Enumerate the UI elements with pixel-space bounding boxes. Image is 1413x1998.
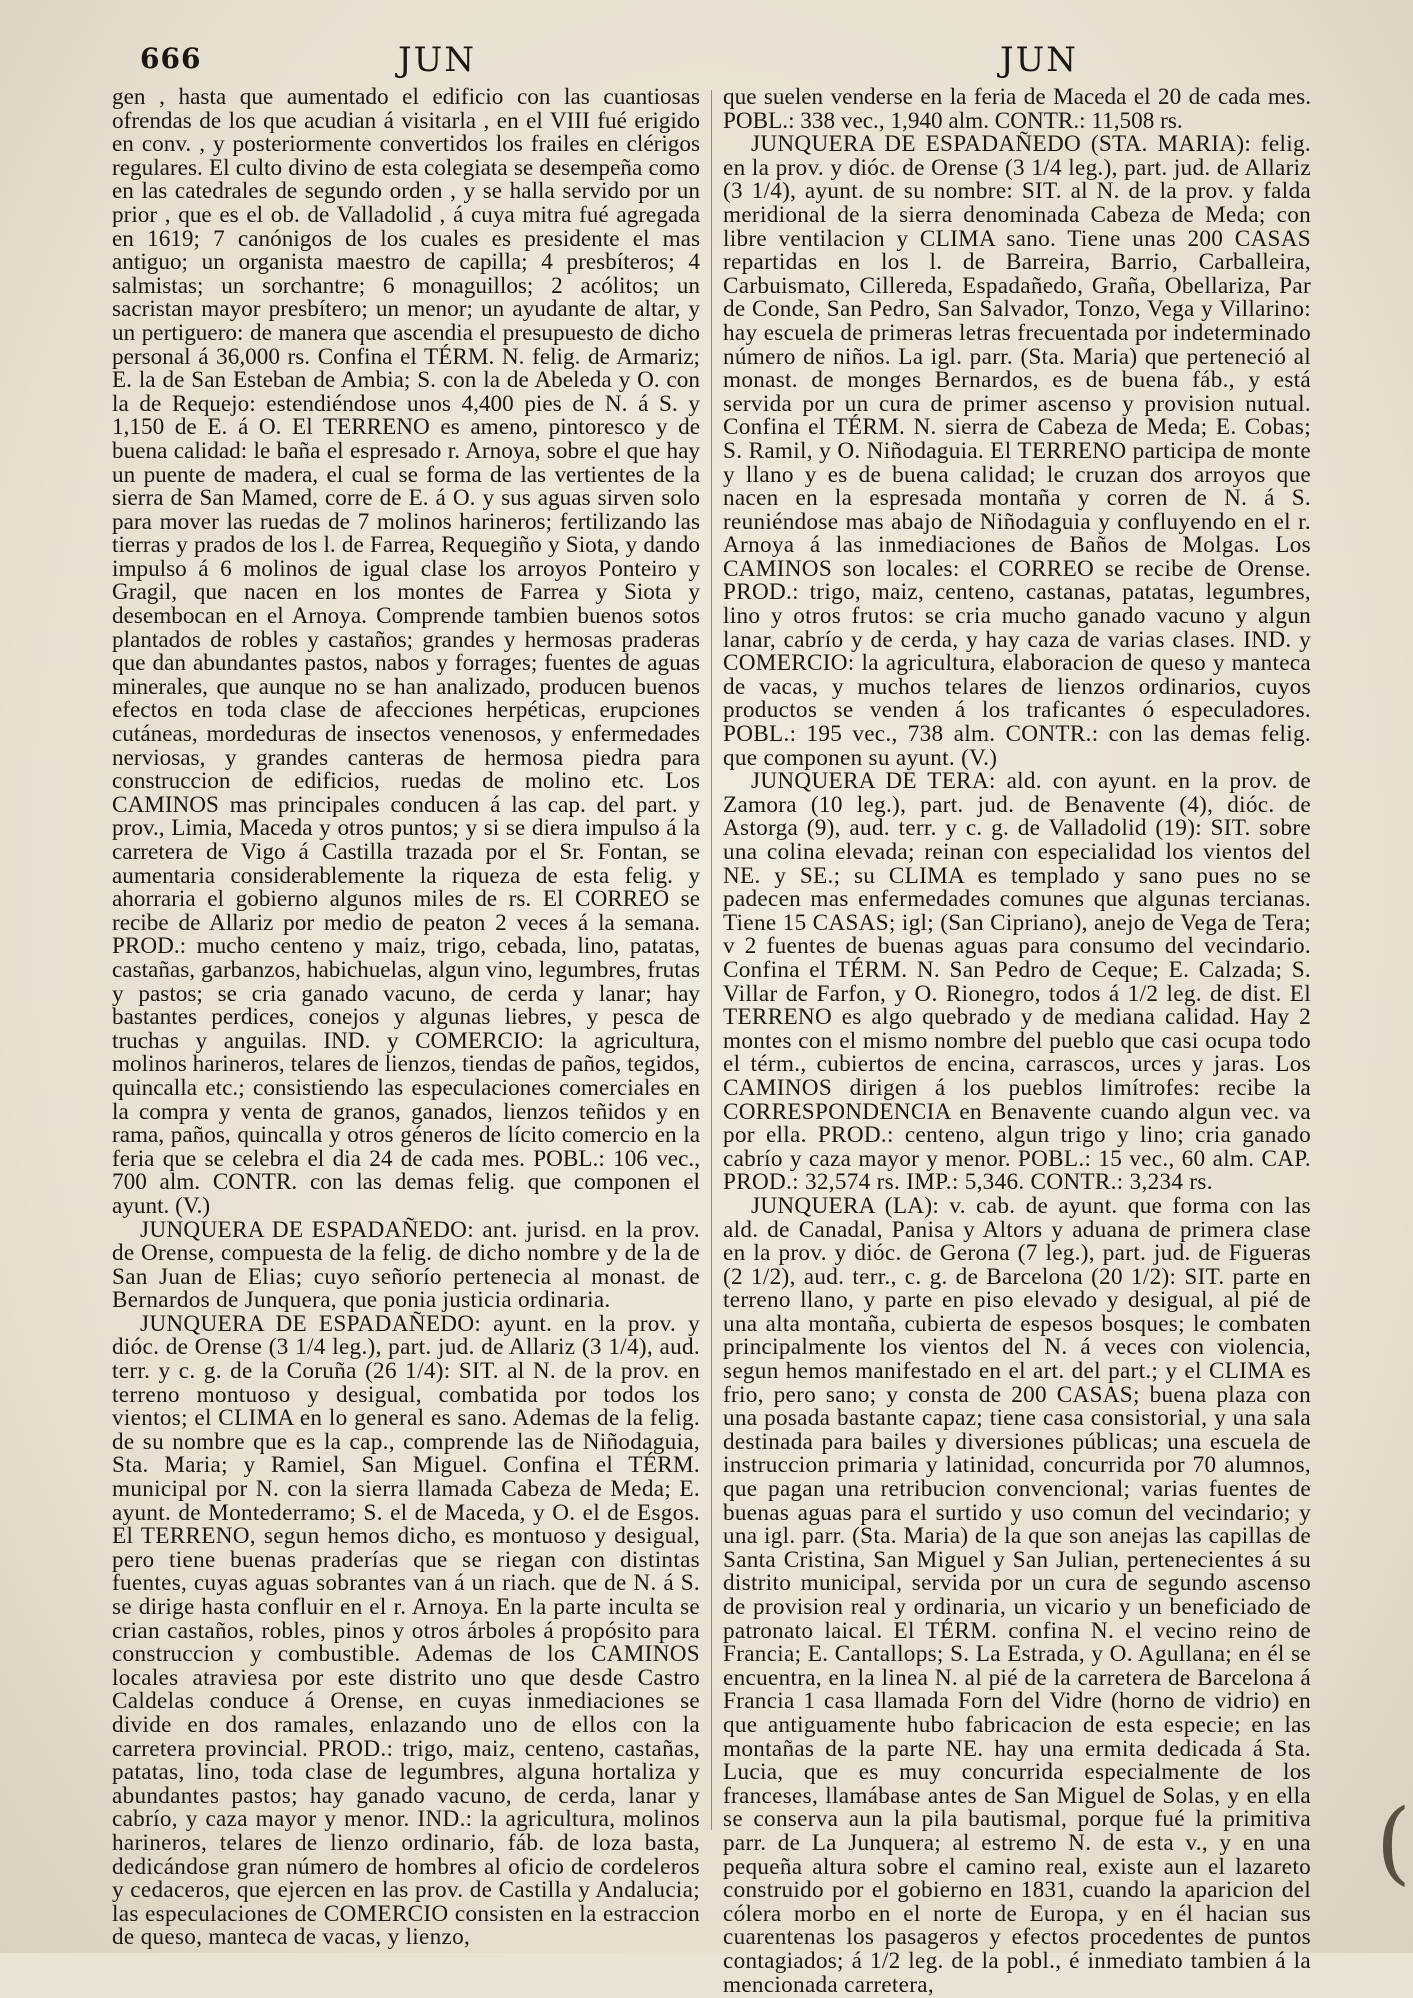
left-column bbox=[112, 84, 700, 1951]
paragraph: gen , hasta que aumentado el edificio con las cuantiosas ofrendas de los que acudian á visitarla , en el VIII fué erigido en conv. , y posteriormente convertidos los frailes en clérigos regulares. El culto divino de esta colegiata se desempeña como en las catedrales de segundo orden , y se halla servido por un prior , que es el ob. de Valladolid , á cuya mitra fué agregada en 1619; 7 canónigos de los cuales es presidente el mas antiguo; un organista maestro de capilla; 4 presbíteros; 4 salmistas; un sorchantre; 6 monaguillos; 2 acólitos; un sacristan mayor presbítero; un menor; un ayudante de altar, y un pertiguero: de manera que ascendia el presupuesto de dicho personal á 36,000 rs. Confina el TÉRM. N. felig. de Armariz; E. la de San Esteban de Ambia; S. con la de Abeleda y O. con la de Requejo: estendiéndose unos 4,400 pies de N. á S. y 1,150 de E. á O. El TERRENO es ameno, pintoresco y de buena calidad: le baña el espresado r. Arnoya, sobre el que hay un puente de madera, el cual se forma de las vertientes de la sierra de San Mamed, corre de E. á O. y sus aguas sirven solo para mover las ruedas de 7 molinos harineros; fertilizando las tierras y prados de los l. de Farrea, Requegiño y Siota, y dando impulso á 6 molinos de igual clase los arroyos Ponteiro y Gragil, que nacen en los montes de Farrea y Siota y desembocan en el Arnoya. Comprende tambien buenos sotos plantados de robles y castaños; grandes y hermosas praderas que dan abundantes pastos, nabos y forrages; fuentes de aguas minerales, que aunque no se han analizado, producen buenos efectos en toda clase de afecciones herpéticas, erupciones cutáneas, mordeduras de insectos venenosos, y enfermedades nerviosas, y grandes canteras de hermosa piedra para construccion de edificios, ruedas de molino etc. Los CAMINOS mas principales conducen á las cap. del part. y prov., Limia, Maceda y otros puntos; y si se diera impulso á la carretera de Vigo á Castilla trazada por el Sr. Fontan, se aumentaria considerablemente la riqueza de esta felig. y ahorraria el gobierno algunos miles de rs. El CORREO se recibe de Allariz por medio de peaton 2 veces á la semana. PROD.: mucho centeno y maiz, trigo, cebada, lino, patatas, castañas, garbanzos, habichuelas, algun vino, legumbres, frutas y pastos; se cria ganado vacuno, de cerda y lanar; hay bastantes perdices, conejos y algunas liebres, y pesca de truchas y anguilas. IND. y COMERCIO: la agricultura, molinos harineros, telares de lienzos, tiendas de paños, tegidos, quincalla etc.; consistiendo las especulaciones comerciales en la compra y venta de granos, ganados, lienzos teñidos y en rama, paños, quincalla y otros géneros de lícito comercio en la feria que se celebra el dia 24 de cada mes. POBL.: 106 vec., 700 alm. CONTR. con las demas felig. que componen el ayunt. (V.) bbox=[112, 84, 700, 1219]
entry-paragraph: JUNQUERA DE ESPADAÑEDO: ant. jurisd. en la prov. de Orense, compuesta de la felig. de dicho nombre y de la de San Juan de Elias; cuyo señorío pertenecia al monast. de Bernardos de Junquera, que ponia justicia ordinaria. bbox=[112, 1216, 700, 1314]
running-header-right: JUN bbox=[1000, 40, 1079, 80]
paragraph: que suelen venderse en la feria de Maceda el 20 de cada mes. POBL.: 338 vec., 1,940 alm. CONTR.: 11,508 rs. bbox=[723, 84, 1311, 134]
entry-paragraph: JUNQUERA DE ESPADAÑEDO (STA. MARIA): felig. en la prov. y dióc. de Orense (3 1/4 leg.), part. jud. de Allariz (3 1/4), ayunt. de su nombre: SIT. al N. de la prov. y falda meridional de la sierra denominada Cabeza de Meda; con libre ventilacion y CLIMA sano. Tiene unas 200 CASAS repartidas en los l. de Barreira, Barrio, Carballeira, Carbuismato, Cillereda, Espadañedo, Graña, Obellariza, Par de Conde, San Pedro, San Salvador, Tonzo, Vega y Villarino: hay escuela de primeras letras frecuentada por indeterminado número de niños. La igl. parr. (Sta. Maria) que perteneció al monast. de monges Bernardos, es de buena fáb., y está servida por un cura de primer ascenso y provision nutual. Confina el TÉRM. N. sierra de Cabeza de Meda; E. Cobas; S. Ramil, y O. Niñodaguia. El TERRENO participa de monte y llano y es de buena calidad; le cruzan dos arroyos que nacen en la espresada montaña y corren de N. á S. reuniéndose mas abajo de Niñodaguia y confluyendo en el r. Arnoya á las inmediaciones de Baños de Molgas. Los CAMINOS son locales: el CORREO se recibe de Orense. PROD.: trigo, maiz, centeno, castanas, patatas, legumbres, lino y otros frutos: se cria mucho ganado vacuno y algun lanar, cabrío y de cerda, y hay caza de varias clases. IND. y COMERCIO: la agricultura, elaboracion de queso y manteca de vacas, y muchos telares de lienzos ordinarios, cuyos productos se venden á los traficantes ó especuladores. POBL.: 195 vec., 738 alm. CONTR.: con las demas felig. que componen su ayunt. (V.) bbox=[723, 131, 1311, 771]
entry-paragraph: JUNQUERA (LA): v. cab. de ayunt. que forma con las ald. de Canadal, Panisa y Altors y aduana de primera clase en la prov. y dióc. de Gerona (7 leg.), part. jud. de Figueras (2 1/2), aud. terr., c. g. de Barcelona (20 1/2): SIT. parte en terreno llano, y parte en piso elevado y desigual, al pié de una alta montaña, cubierta de espesos bosques; le combaten principalmente los vientos del N. á veces con violencia, segun hemos manifestado en el art. del part.; y el CLIMA es frio, pero sano; y consta de 200 CASAS; buena plaza con una posada bastante capaz; tiene casa consistorial, y una sala destinada para bailes y diversiones públicas; una escuela de instruccion primaria y latinidad, concurrida por 70 alumnos, que pagan una retribucion convencional; varias fuentes de buenas aguas para el surtido y uso comun del vecindario; y una igl. parr. (Sta. Maria) de la que son anejas las capillas de Santa Cristina, San Miguel y San Julian, pertenecientes á su distrito municipal, servida por un cura de segundo ascenso de provision real y ordinaria, un vicario y un beneficiado de patronato laical. El TÉRM. confina N. el vecino reino de Francia; E. Cantallops; S. La Estrada, y O. Agullana; en él se encuentra, en la linea N. al pié de la carretera de Barcelona á Francia 1 casa llamada Forn del Vidre (horno de vidrio) en que antiguamente hubo fabricacion de esta especie; en las montañas de la parte NE. hay una ermita dedicada á Sta. Lucia, que es muy concurrida especialmente de los franceses, llamábase antes de San Miguel de Solas, y en ella se conserva aun la pila bautismal, porque fué la primitiva parr. de La Junquera; al estremo N. de esta v., y en una pequeña altura sobre el camino real, existe aun el lazareto construido por el gobierno en 1831, cuando la aparicion del cólera morbo en el norte de Europa, y en él hacian sus cuarentenas los pasageros y efectos procedentes de puntos contagiados; á 1/2 leg. de la pobl., é inmediato tambien á la mencionada carretera, bbox=[723, 1192, 1311, 1998]
column-divider bbox=[711, 90, 712, 1830]
running-header-left: JUN bbox=[398, 40, 477, 80]
entry-paragraph: JUNQUERA DE TERA: ald. con ayunt. en la prov. de Zamora (10 leg.), part. jud. de Benavente (4), dióc. de Astorga (9), aud. terr. y c. g. de Valladolid (19): SIT. sobre una colina elevada; reinan con especialidad los vientos del NE. y SE.; su CLIMA es templado y sano pues no se padecen mas enfermedades comunes que algunas tercianas. Tiene 15 CASAS; igl; (San Cipriano), anejo de Vega de Tera; v 2 fuentes de buenas aguas para consumo del vecindario. Confina el TÉRM. N. San Pedro de Ceque; E. Calzada; S. Villar de Farfon, y O. Rionegro, todos á 1/2 leg. de dist. El TERRENO es algo quebrado y de mediana calidad. Hay 2 montes con el mismo nombre del pueblo que casi ocupa todo el térm., cubiertos de encina, carrascos, urces y jaras. Los CAMINOS dirigen á los pueblos limítrofes: recibe la CORRESPONDENCIA en Benavente cuando algun vec. va por ella. PROD.: centeno, algun trigo y lino; cria ganado cabrío y caza mayor y menor. POBL.: 15 vec., 60 alm. CAP. PROD.: 32,574 rs. IMP.: 5,346. CONTR.: 3,234 rs. bbox=[723, 768, 1311, 1196]
right-column bbox=[723, 84, 1311, 1998]
page-edge-mark: ( bbox=[1375, 1790, 1411, 1895]
page-number: 666 bbox=[140, 42, 202, 75]
entry-paragraph: JUNQUERA DE ESPADAÑEDO: ayunt. en la prov. y dióc. de Orense (3 1/4 leg.), part. jud. de Allariz (3 1/4), aud. terr. y c. g. de la Coruña (26 1/4): SIT. al N. de la prov. en terreno montuoso y desigual, combatida por todos los vientos; el CLIMA en lo general es sano. Ademas de la felig. de su nombre que es la cap., comprende las de Niñodaguia, Sta. Maria; y Ramiel, San Miguel. Confina el TÉRM. municipal por N. con la sierra llamada Cabeza de Meda; E. ayunt. de Montederramo; S. el de Maceda, y O. el de Esgos. El TERRENO, segun hemos dicho, es montuoso y desigual, pero tiene buenas praderías que se riegan con distintas fuentes, cuyas aguas sobrantes van á un riach. que de N. á S. se dirige hasta confluir en el r. Arnoya. En la parte inculta se crian castaños, robles, pinos y otros árboles á propósito para construccion y combustible. Ademas de los CAMINOS locales atraviesa por este distrito uno que desde Castro Caldelas conduce á Orense, en cuyas inmediaciones se divide en dos ramales, enlazando uno de ellos con la carretera provincial. PROD.: trigo, maiz, centeno, castañas, patatas, lino, toda clase de legumbres, alguna hortaliza y abundantes pastos; hay ganado vacuno, de cerda, lanar y cabrío, y caza mayor y menor. IND.: la agricultura, molinos harineros, telares de lienzo ordinario, fáb. de loza basta, dedicándose gran número de hombres al oficio de cordeleros y cedaceros, que ejercen en las prov. de Castilla y Andalucia; las especulaciones de COMERCIO consisten en la estraccion de queso, manteca de vacas, y lienzo, bbox=[112, 1310, 700, 1951]
